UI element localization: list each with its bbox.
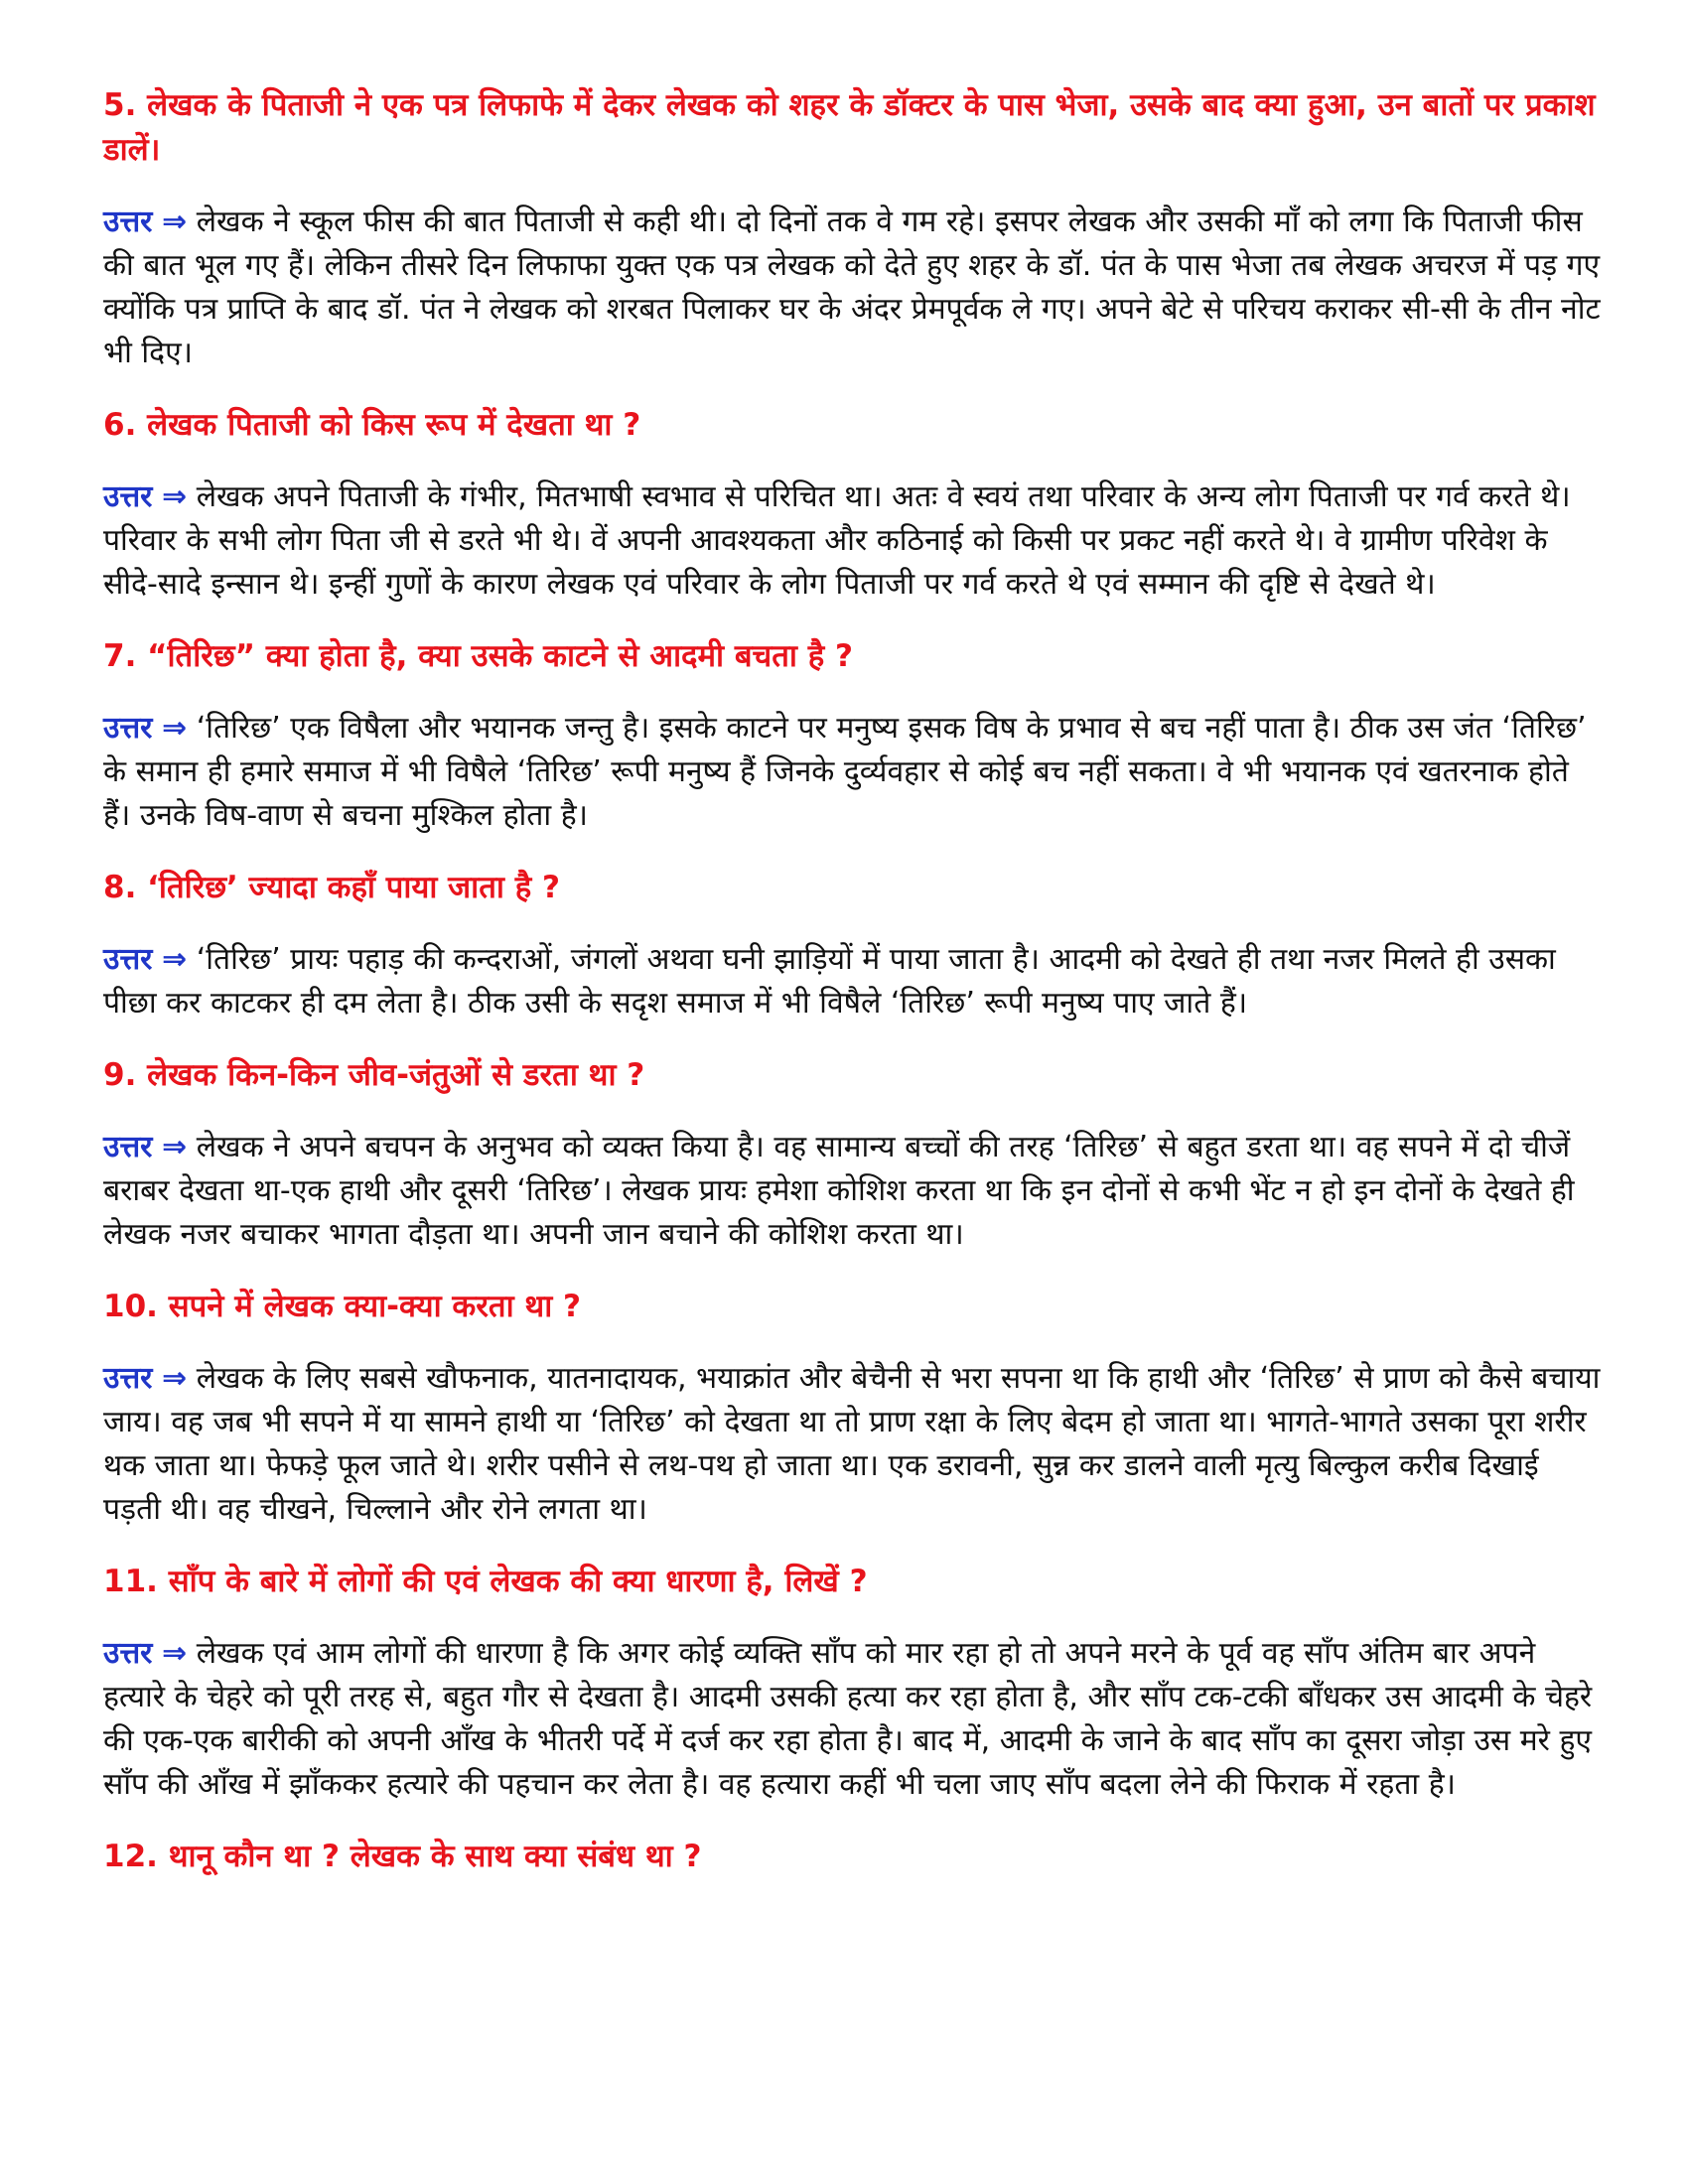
answer-paragraph [103, 707, 1603, 838]
arrow-icon: ⇒ [162, 942, 188, 977]
answer-text: लेखक एवं आम लोगों की धारणा है कि अगर कोई व्यक्ति साँप को मार रहा हो तो अपने मरने के पूर्व वह साँप अंतिम बार अपने हत्यारे के चेहरे को पूरी तरह से, बहुत गौर से देखता है। आदमी उसकी हत्या कर रहा होता है, और साँप टक-टकी बाँधकर उस आदमी के चेहरे की एक-एक बारीकी को अपनी आँख के भीतरी पर्दे में दर्ज कर रहा होता है। बाद में, आदमी के जाने के बाद साँप का दूसरा जोड़ा उस मरे हुए साँप की आँख में झाँककर हत्यारे की पहचान कर लेता है। वह हत्यारा कहीं भी चला जाए साँप बदला लेने की फिराक में रहता है। [103, 1636, 1593, 1802]
answer-paragraph [103, 1632, 1603, 1807]
question-heading: 11. साँप के बारे में लोगों की एवं लेखक की क्या धारणा है, लिखें ? [103, 1564, 868, 1599]
answer-paragraph [103, 476, 1603, 607]
answer-paragraph [103, 201, 1603, 375]
answer-text: ‘तिरिछ’ प्रायः पहाड़ की कन्दराओं, जंगलों अथवा घनी झाड़ियों में पाया जाता है। आदमी को देखते ही तथा नजर मिलते ही उसका पीछा कर काटकर ही दम लेता है। ठीक उसी के सदृश समाज में भी विषैले ‘तिरिछ’ रूपी मनुष्य पाए जाते हैं। [103, 942, 1556, 1021]
arrow-icon: ⇒ [162, 205, 188, 239]
qa-item-9 [103, 1053, 1603, 1257]
document-page [103, 83, 1603, 1907]
question-heading: 5. लेखक के पिताजी ने एक पत्र लिफाफे में देकर लेखक को शहर के डॉक्टर के पास भेजा, उसके बाद क्या हुआ, उन बातों पर प्रकाश डालें। [103, 87, 1596, 168]
qa-item-12 [103, 1835, 1603, 1879]
answer-label: उत्तर [103, 1130, 153, 1164]
answer-paragraph [103, 938, 1603, 1025]
arrow-icon: ⇒ [162, 479, 188, 514]
qa-item-10 [103, 1285, 1603, 1532]
answer-paragraph [103, 1357, 1603, 1532]
arrow-icon: ⇒ [162, 711, 188, 746]
answer-paragraph [103, 1126, 1603, 1257]
arrow-icon: ⇒ [162, 1130, 188, 1164]
answer-label: उत्तर [103, 1361, 153, 1396]
arrow-icon: ⇒ [162, 1361, 188, 1396]
answer-label: उत्तर [103, 479, 153, 514]
question-heading: 9. लेखक किन-किन जीव-जंतुओं से डरता था ? [103, 1057, 645, 1093]
qa-item-7 [103, 634, 1603, 838]
answer-label: उत्तर [103, 942, 153, 977]
qa-item-8 [103, 866, 1603, 1025]
question-heading: 6. लेखक पिताजी को किस रूप में देखता था ? [103, 407, 641, 443]
question-heading: 8. ‘तिरिछ’ ज्यादा कहाँ पाया जाता है ? [103, 870, 560, 905]
qa-item-5 [103, 83, 1603, 375]
answer-label: उत्तर [103, 711, 153, 746]
answer-text: लेखक अपने पिताजी के गंभीर, मितभाषी स्वभाव से परिचित था। अतः वे स्वयं तथा परिवार के अन्य लोग पिताजी पर गर्व करते थे। परिवार के सभी लोग पिता जी से डरते भी थे। वें अपनी आवश्यकता और कठिनाई को किसी पर प्रकट नहीं करते थे। वे ग्रामीण परिवेश के सीदे-सादे इन्सान थे। इन्हीं गुणों के कारण लेखक एवं परिवार के लोग पिताजी पर गर्व करते थे एवं सम्मान की दृष्टि से देखते थे। [103, 479, 1571, 602]
answer-text: लेखक ने स्कूल फीस की बात पिताजी से कही थी। दो दिनों तक वे गम रहे। इसपर लेखक और उसकी माँ को लगा कि पिताजी फीस की बात भूल गए हैं। लेकिन तीसरे दिन लिफाफा युक्त एक पत्र लेखक को देते हुए शहर के डॉ. पंत के पास भेजा तब लेखक अचरज में पड़ गए क्योंकि पत्र प्राप्ति के बाद डॉ. पंत ने लेखक को शरबत पिलाकर घर के अंदर प्रेमपूर्वक ले गए। अपने बेटे से परिचय कराकर सी-सी के तीन नोट भी दिए। [103, 205, 1601, 370]
answer-text: लेखक के लिए सबसे खौफनाक, यातनादायक, भयाक्रांत और बेचैनी से भरा सपना था कि हाथी और ‘तिरिछ’ से प्राण को कैसे बचाया जाय। वह जब भी सपने में या सामने हाथी या ‘तिरिछ’ को देखता था तो प्राण रक्षा के लिए बेदम हो जाता था। भागते-भागते उसका पूरा शरीर थक जाता था। फेफड़े फूल जाते थे। शरीर पसीने से लथ-पथ हो जाता था। एक डरावनी, सुन्न कर डालने वाली मृत्यु बिल्कुल करीब दिखाई पड़ती थी। वह चीखने, चिल्लाने और रोने लगता था। [103, 1361, 1601, 1527]
qa-item-11 [103, 1560, 1603, 1807]
qa-item-6 [103, 403, 1603, 607]
answer-text: ‘तिरिछ’ एक विषैला और भयानक जन्तु है। इसके काटने पर मनुष्य इसक विष के प्रभाव से बच नहीं पाता है। ठीक उस जंत ‘तिरिछ’ के समान ही हमारे समाज में भी विषैले ‘तिरिछ’ रूपी मनुष्य हैं जिनके दुर्व्यवहार से कोई बच नहीं सकता। वे भी भयानक एवं खतरनाक होते हैं। उनके विष-वाण से बचना मुश्किल होता है। [103, 711, 1587, 833]
question-heading: 7. “तिरिछ” क्या होता है, क्या उसके काटने से आदमी बचता है ? [103, 638, 853, 674]
question-heading: 10. सपने में लेखक क्या-क्या करता था ? [103, 1289, 582, 1324]
answer-label: उत्तर [103, 205, 153, 239]
answer-text: लेखक ने अपने बचपन के अनुभव को व्यक्त किया है। वह सामान्य बच्चों की तरह ‘तिरिछ’ से बहुत डरता था। वह सपने में दो चीजें बराबर देखता था-एक हाथी और दूसरी ‘तिरिछ’। लेखक प्रायः हमेशा कोशिश करता था कि इन दोनों से कभी भेंट न हो इन दोनों के देखते ही लेखक नजर बचाकर भागता दौड़ता था। अपनी जान बचाने की कोशिश करता था। [103, 1130, 1575, 1252]
question-heading: 12. थानू कौन था ? लेखक के साथ क्या संबंध था ? [103, 1839, 702, 1874]
arrow-icon: ⇒ [162, 1636, 188, 1671]
answer-label: उत्तर [103, 1636, 153, 1671]
